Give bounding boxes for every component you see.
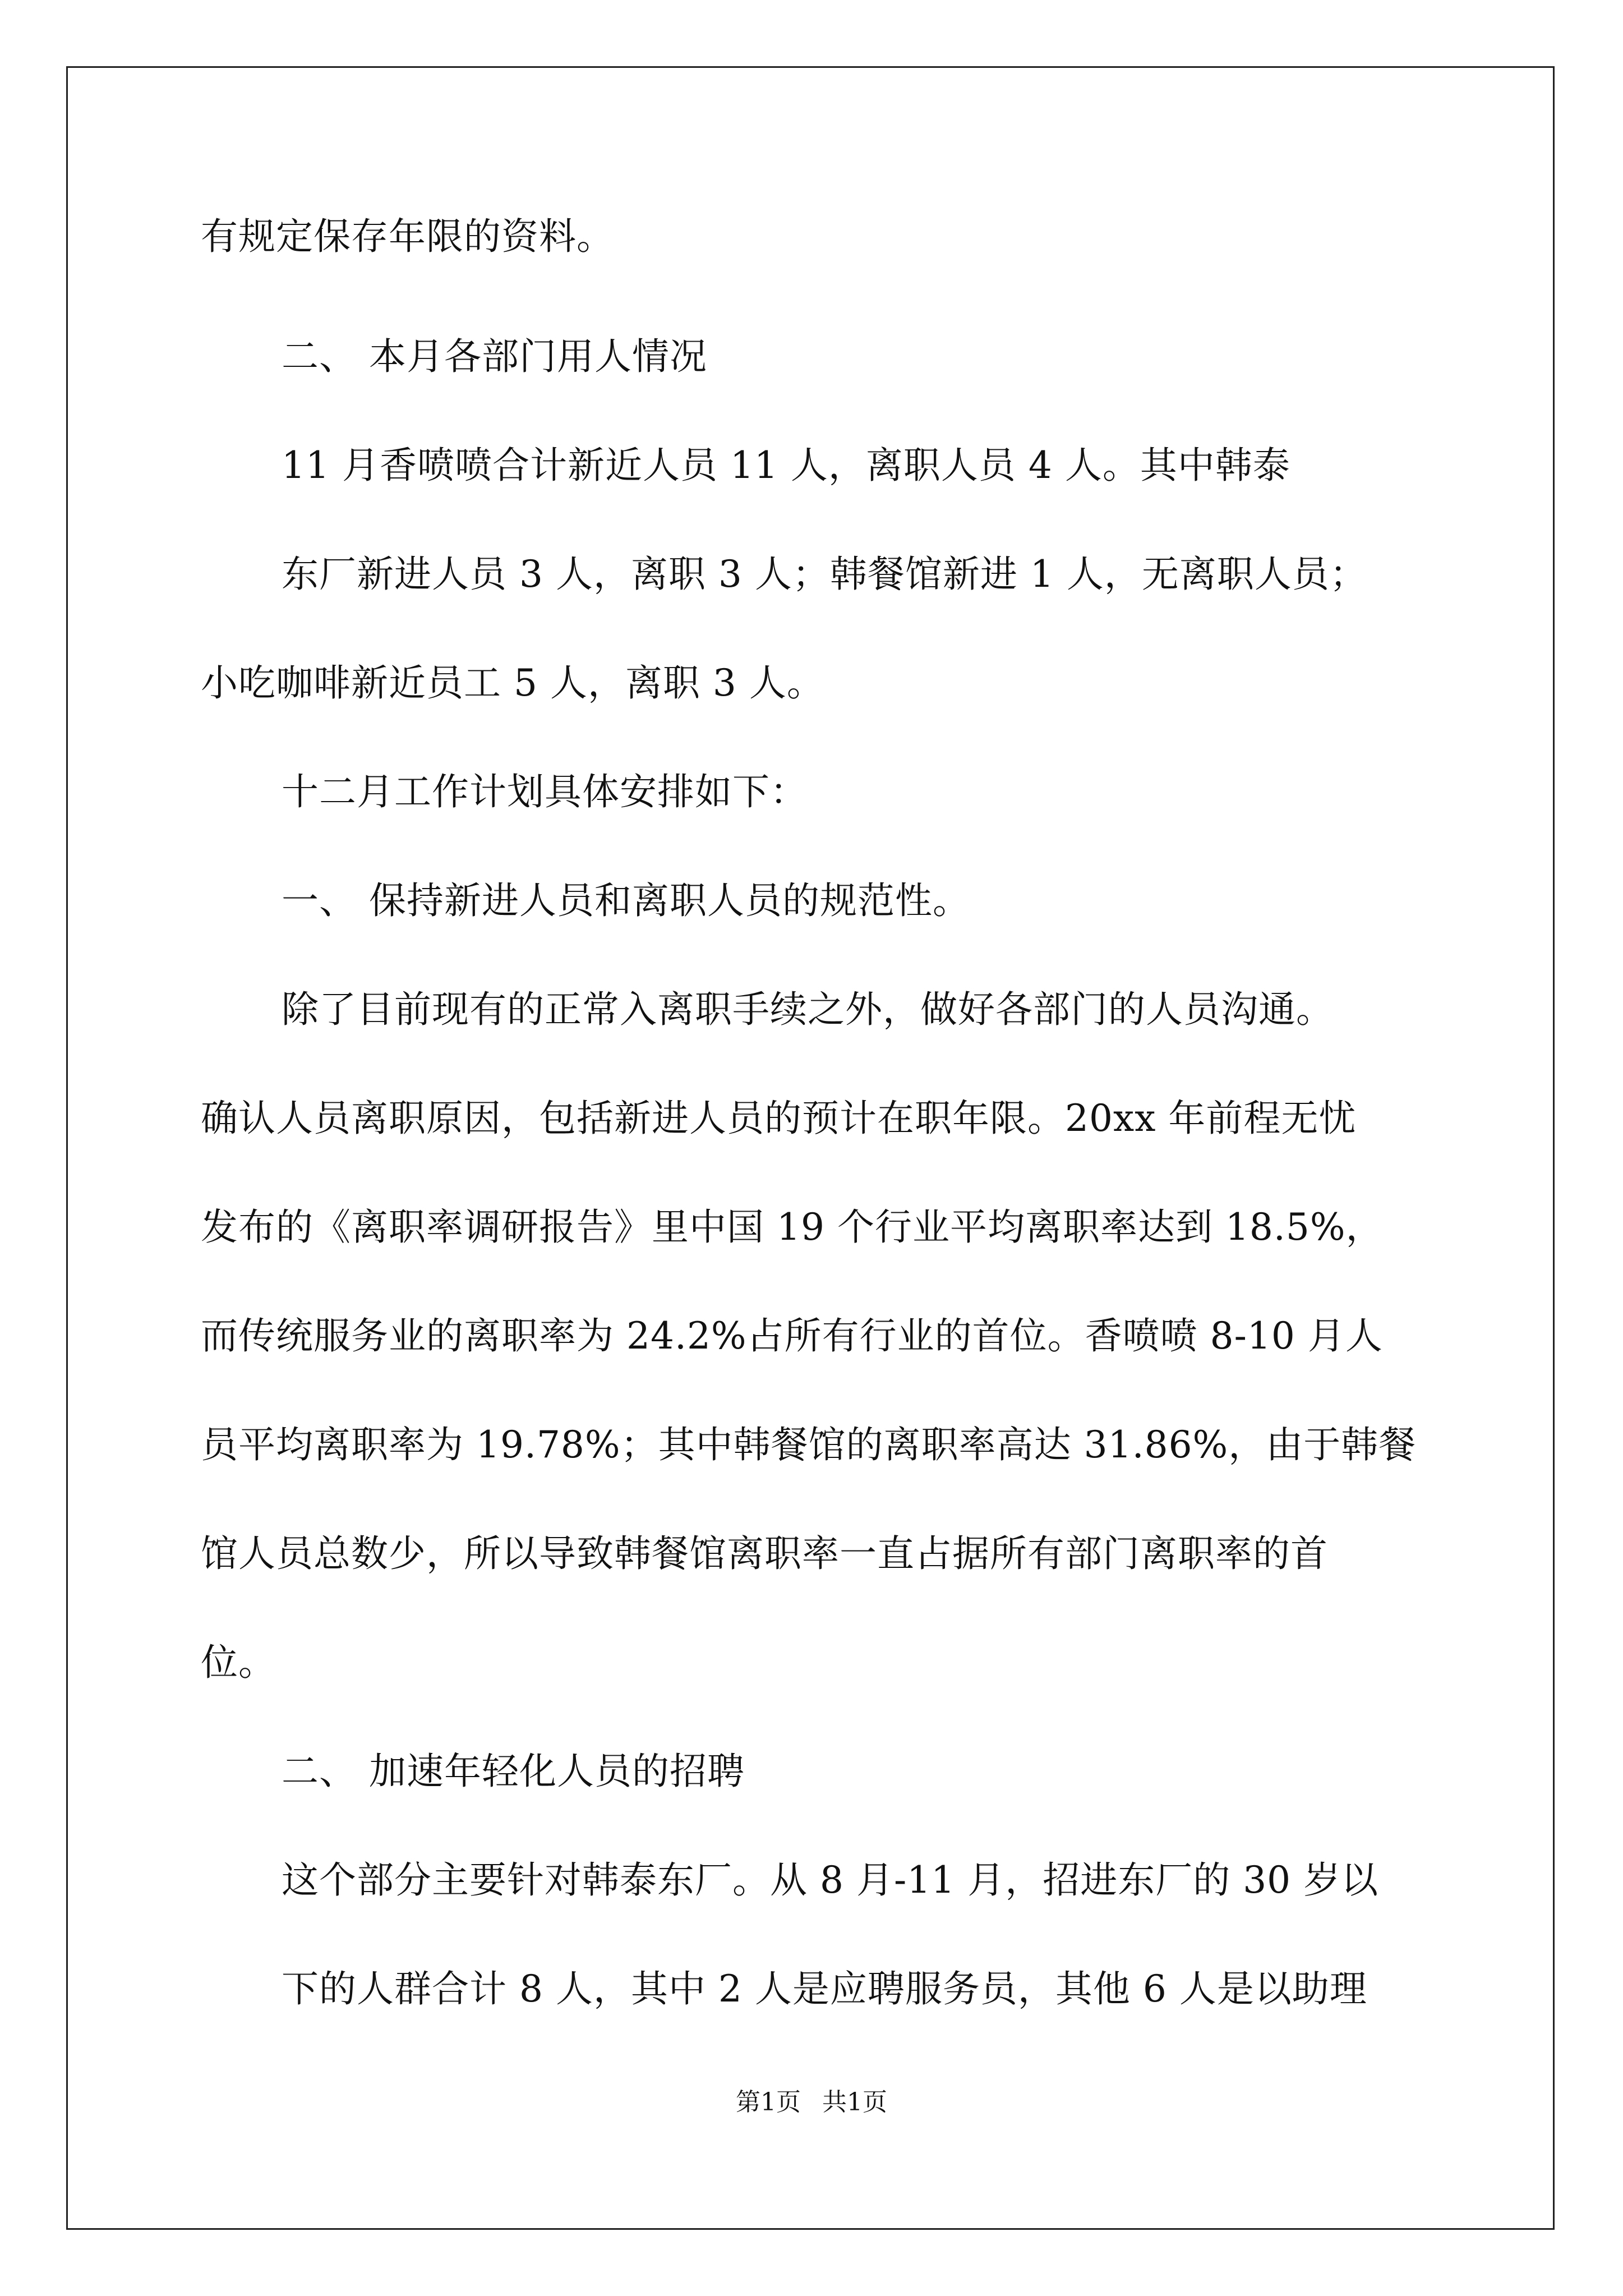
paragraph-line: 馆人员总数少，所以导致韩餐馆离职率一直占据所有部门离职率的首 bbox=[201, 1532, 1328, 1575]
paragraph-line: 而传统服务业的离职率为 24.2%占所有行业的首位。香喷喷 8-10 月人 bbox=[201, 1314, 1383, 1358]
paragraph-line: 东厂新进人员 3 人，离职 3 人；韩餐馆新进 1 人，无离职人员； bbox=[282, 553, 1367, 596]
paragraph-line: 位。 bbox=[201, 1641, 276, 1684]
page-number: 第1页 bbox=[736, 2088, 801, 2116]
paragraph-line: 小吃咖啡新近员工 5 人，离职 3 人。 bbox=[201, 661, 824, 705]
paragraph-line: 确认人员离职原因，包括新进人员的预计在职年限。20xx 年前程无忧 bbox=[201, 1097, 1357, 1140]
paragraph-line: 员平均离职率为 19.78%；其中韩餐馆的离职率高达 31.86%，由于韩餐 bbox=[201, 1423, 1417, 1466]
paragraph-line: 除了目前现有的正常入离职手续之外，做好各部门的人员沟通。 bbox=[282, 988, 1334, 1031]
page-border bbox=[66, 66, 1555, 2230]
page-total: 共1页 bbox=[822, 2088, 887, 2116]
page-footer bbox=[0, 2087, 1623, 2118]
paragraph-line: 有规定保存年限的资料。 bbox=[201, 215, 614, 258]
section-heading: 二、 本月各部门用人情况 bbox=[282, 335, 707, 378]
section-heading: 一、 保持新进人员和离职人员的规范性。 bbox=[282, 879, 970, 922]
section-heading: 二、 加速年轻化人员的招聘 bbox=[282, 1750, 745, 1793]
section-heading: 十二月工作计划具体安排如下： bbox=[282, 770, 808, 813]
paragraph-line: 11 月香喷喷合计新近人员 11 人，离职人员 4 人。其中韩泰 bbox=[282, 444, 1290, 487]
paragraph-line: 下的人群合计 8 人，其中 2 人是应聘服务员，其他 6 人是以助理 bbox=[282, 1967, 1367, 2010]
paragraph-line: 发布的《离职率调研报告》里中国 19 个行业平均离职率达到 18.5%， bbox=[201, 1205, 1384, 1249]
paragraph-line: 这个部分主要针对韩泰东厂。从 8 月-11 月，招进东厂的 30 岁以 bbox=[282, 1858, 1379, 1902]
